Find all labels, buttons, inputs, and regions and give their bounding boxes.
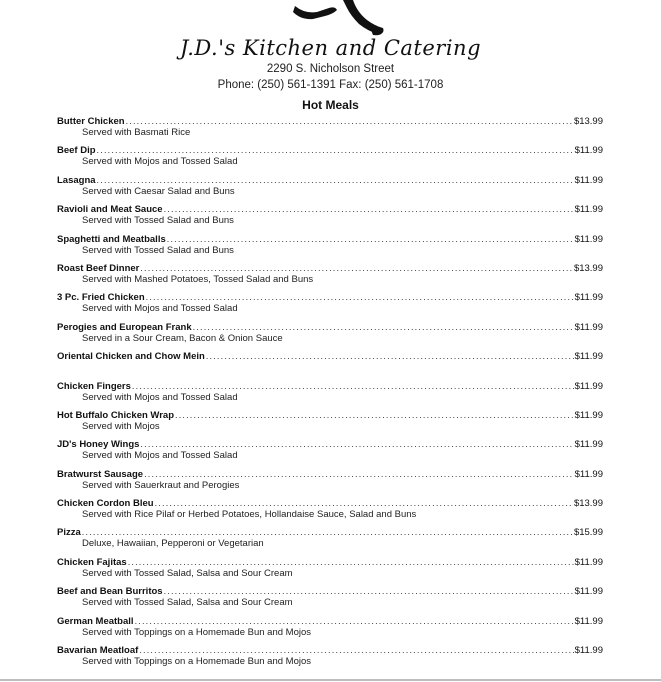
menu-item-price: $11.99 xyxy=(574,380,603,392)
menu-item-name: 3 Pc. Fried Chicken xyxy=(57,292,145,304)
menu-item-description: Served with Mashed Potatoes, Tossed Salad and Buns xyxy=(82,273,314,285)
menu-item-name: Lasagna xyxy=(57,174,96,186)
menu-item-line xyxy=(57,115,603,127)
menu-item-line xyxy=(57,644,603,656)
menu-item-price: $11.99 xyxy=(574,556,603,568)
dot-leader xyxy=(140,262,573,274)
menu-item-line xyxy=(57,350,603,362)
menu-item-line xyxy=(57,291,603,303)
menu-item-name: JD's Honey Wings xyxy=(57,439,140,451)
menu-item-description: Served with Mojos and Tossed Salad xyxy=(82,156,238,168)
menu-item-line xyxy=(57,144,603,156)
menu-item-name: Bratwurst Sausage xyxy=(57,468,144,480)
menu-item-name: Chicken Fajitas xyxy=(57,556,127,568)
contact-phone-fax: Phone: (250) 561-1391 Fax: (250) 561-1708 xyxy=(217,79,444,91)
menu-item-line xyxy=(57,409,603,421)
menu-item-price: $15.99 xyxy=(573,527,603,539)
dot-leader xyxy=(128,556,574,568)
menu-item-description: Served with Caesar Salad and Buns xyxy=(82,185,235,197)
menu-item xyxy=(57,144,603,173)
menu-item-price: $11.99 xyxy=(574,439,603,451)
menu-item-price: $11.99 xyxy=(574,645,603,657)
menu-item-name: Beef Dip xyxy=(57,145,96,157)
dot-leader xyxy=(126,115,573,127)
menu-item-name: German Meatball xyxy=(57,615,134,627)
menu-item-description: Served with Mojos and Tossed Salad xyxy=(82,450,238,462)
dot-leader xyxy=(139,644,573,656)
menu-item-description: Served with Mojos xyxy=(82,420,160,432)
chef-figure-icon xyxy=(287,0,387,40)
dot-leader xyxy=(206,350,574,362)
dot-leader xyxy=(193,321,574,333)
menu-item-line xyxy=(57,203,603,215)
menu-item-description: Served with Rice Pilaf or Herbed Potatoes, Hollandaise Sauce, Salad and Buns xyxy=(82,509,417,521)
menu-item-price: $11.99 xyxy=(574,204,603,216)
menu-item-name: Ravioli and Meat Sauce xyxy=(57,204,163,216)
dot-leader xyxy=(164,203,574,215)
menu-item xyxy=(57,497,603,526)
menu-item xyxy=(57,468,603,497)
menu-item-price: $11.99 xyxy=(574,321,603,333)
menu-item-line xyxy=(57,615,603,627)
dot-leader xyxy=(135,615,574,627)
menu-item xyxy=(57,526,603,555)
menu-item-line xyxy=(57,233,603,245)
menu-item-line xyxy=(57,585,603,597)
business-name: J.D.'s Kitchen and Catering xyxy=(179,36,482,60)
menu-item-description: Served with Sauerkraut and Perogies xyxy=(82,479,240,491)
dot-leader xyxy=(175,409,574,421)
menu-item xyxy=(57,380,603,409)
dot-leader xyxy=(97,174,574,186)
menu-item-price: $11.99 xyxy=(574,468,603,480)
dot-leader xyxy=(144,468,574,480)
dot-leader xyxy=(164,585,574,597)
dot-leader xyxy=(140,438,573,450)
menu-item xyxy=(57,350,603,379)
menu-item-name: Oriental Chicken and Chow Mein xyxy=(57,351,205,363)
menu-item xyxy=(57,409,603,438)
menu-item-price: $11.99 xyxy=(574,351,603,363)
menu-item xyxy=(57,585,603,614)
menu-item-description: Served with Tossed Salad and Buns xyxy=(82,244,234,256)
menu-item xyxy=(57,203,603,232)
menu-item xyxy=(57,556,603,585)
menu-item-name: Pizza xyxy=(57,527,81,539)
section-title: Hot Meals xyxy=(302,98,359,112)
menu-item xyxy=(57,321,603,350)
menu-item-description: Served with Tossed Salad, Salsa and Sour Cream xyxy=(82,597,293,609)
menu-item-line xyxy=(57,556,603,568)
menu-item-price: $11.99 xyxy=(574,615,603,627)
dot-leader xyxy=(146,291,574,303)
menu-item-name: Roast Beef Dinner xyxy=(57,262,140,274)
menu-item-line xyxy=(57,438,603,450)
menu-item-description: Deluxe, Hawaiian, Pepperoni or Vegetarian xyxy=(82,538,264,550)
menu-item-price: $11.99 xyxy=(574,586,603,598)
menu-item-description: Served with Toppings on a Homemade Bun and Mojos xyxy=(82,626,312,638)
menu-item-description: Served with Basmati Rice xyxy=(82,127,191,138)
menu-item-line xyxy=(57,262,603,274)
menu-item-line xyxy=(57,526,603,538)
menu-item xyxy=(57,291,603,320)
dot-leader xyxy=(155,497,573,509)
menu-item-description: Served with Toppings on a Homemade Bun and Mojos xyxy=(82,656,312,668)
menu-item-name: Bavarian Meatloaf xyxy=(57,645,139,657)
menu-item-line xyxy=(57,321,603,333)
menu-item-line xyxy=(57,468,603,480)
menu-item-name: Chicken Fingers xyxy=(57,380,131,392)
menu-item xyxy=(57,615,603,644)
menu-item xyxy=(57,233,603,262)
menu-item-description: Served with Mojos and Tossed Salad xyxy=(82,391,238,403)
menu-item-description: Served in a Sour Cream, Bacon & Onion Sauce xyxy=(82,332,283,344)
menu-item xyxy=(57,174,603,203)
menu-item-description: Served with Tossed Salad and Buns xyxy=(82,215,234,227)
menu-item-name: Perogies and European Frank xyxy=(57,321,192,333)
business-address: 2290 S. Nicholson Street xyxy=(266,63,395,75)
menu-item-price: $13.99 xyxy=(573,116,603,127)
menu-item-name: Butter Chicken xyxy=(57,116,125,127)
menu-item xyxy=(57,115,603,144)
menu-item-price: $11.99 xyxy=(574,174,603,186)
menu-item-name: Hot Buffalo Chicken Wrap xyxy=(57,409,174,421)
menu-item-line xyxy=(57,174,603,186)
dot-leader xyxy=(97,144,574,156)
dot-leader xyxy=(132,380,574,392)
menu-item xyxy=(57,438,603,467)
menu-item-price: $13.99 xyxy=(573,262,603,274)
menu-item-name: Beef and Bean Burritos xyxy=(57,586,163,598)
menu-item-line xyxy=(57,380,603,392)
menu-list xyxy=(57,115,603,673)
menu-item-price: $11.99 xyxy=(574,409,603,421)
dot-leader xyxy=(167,233,574,245)
menu-item-price: $11.99 xyxy=(574,292,603,304)
menu-item-price: $11.99 xyxy=(574,145,603,157)
menu-item xyxy=(57,262,603,291)
menu-item-price: $11.99 xyxy=(574,233,603,245)
menu-item-description: Served with Mojos and Tossed Salad xyxy=(82,303,238,315)
menu-item-line xyxy=(57,497,603,509)
menu-item-description: Served with Tossed Salad, Salsa and Sour Cream xyxy=(82,567,293,579)
page-bottom-divider xyxy=(0,679,661,681)
menu-item xyxy=(57,644,603,673)
menu-item-name: Spaghetti and Meatballs xyxy=(57,233,166,245)
menu-item-price: $13.99 xyxy=(573,498,603,510)
dot-leader xyxy=(82,526,573,538)
menu-item-name: Chicken Cordon Bleu xyxy=(57,498,154,510)
